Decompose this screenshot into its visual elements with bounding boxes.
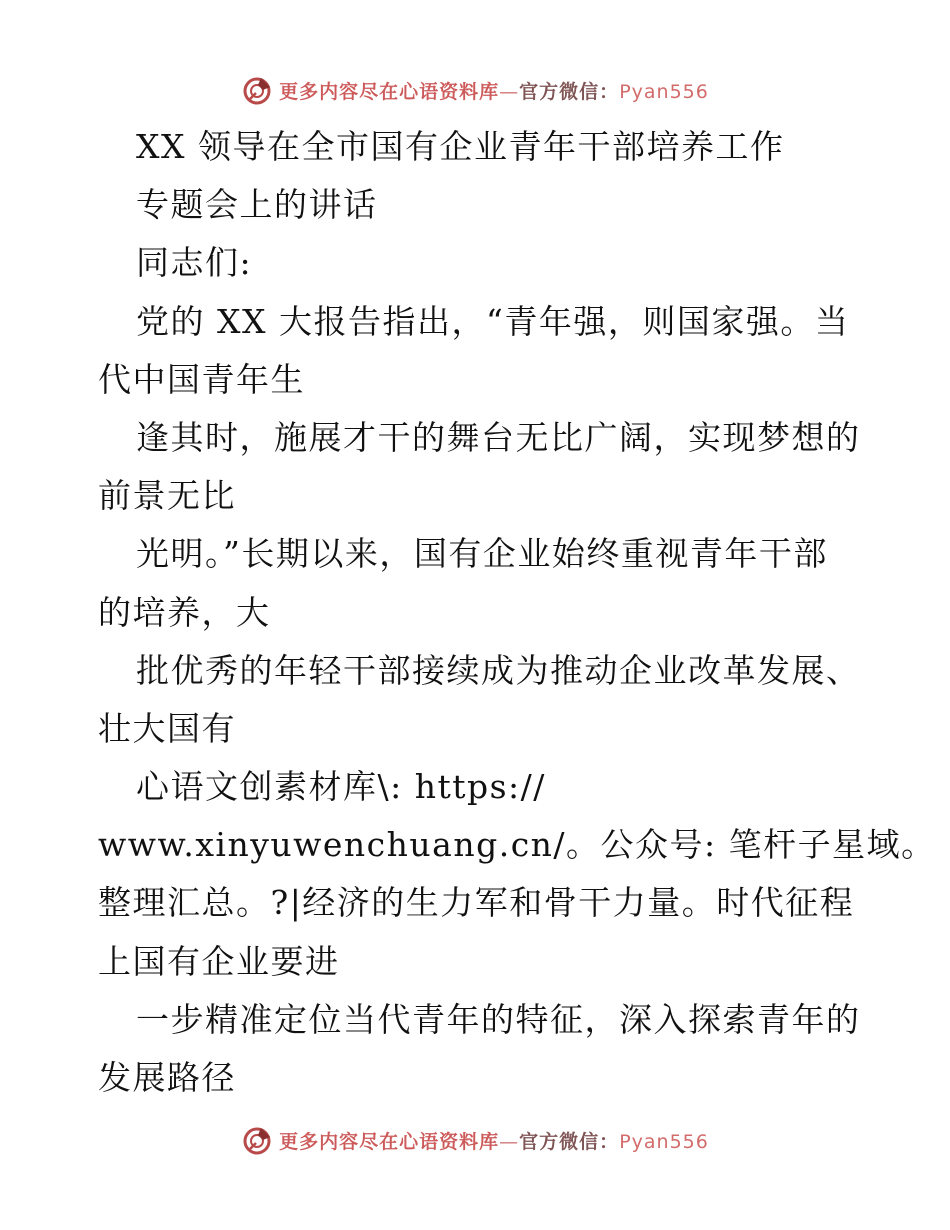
paragraph-line: 上国有企业要进	[98, 941, 340, 981]
header-banner	[0, 70, 950, 110]
salutation: 同志们:	[136, 243, 253, 283]
paragraph-line: 批优秀的年轻干部接续成为推动企业改革发展、	[136, 650, 861, 690]
pen-logo-icon	[241, 74, 273, 106]
paragraph-line: 心语文创素材库\: https://	[136, 767, 546, 807]
speech-title-line-1: XX 领导在全市国有企业青年干部培养工作	[136, 127, 785, 166]
paragraph-line: 前景无比	[98, 476, 236, 516]
paragraph-line: 党的 XX 大报告指出，“青年强，则国家强。当	[136, 301, 850, 341]
paragraph-line: 一步精准定位当代青年的特征，深入探索青年的	[136, 999, 861, 1039]
paragraph-line: www.xinyuwenchuang.cn/。公众号: 笔杆子星域。	[98, 825, 936, 865]
pen-logo-icon	[241, 1124, 273, 1156]
paragraph-line: 壮大国有	[98, 708, 236, 748]
paragraph-line: 的培养，大	[98, 592, 271, 632]
speech-title-line-2: 专题会上的讲话	[136, 185, 378, 225]
paragraph-line: 发展路径	[98, 1058, 236, 1097]
paragraph-line: 整理汇总。?|经济的生力军和骨干力量。时代征程	[98, 883, 855, 923]
footer-banner	[0, 1120, 950, 1160]
paragraph-line: 逢其时，施展才干的舞台无比广阔，实现梦想的	[136, 417, 861, 457]
document-body	[98, 118, 936, 1107]
banner-text: 更多内容尽在心语资料库—官方微信：Pyan556	[279, 1130, 709, 1153]
paragraph-line: 代中国青年生	[98, 359, 305, 399]
banner-text: 更多内容尽在心语资料库—官方微信：Pyan556	[279, 80, 709, 103]
paragraph-line: 光明。”长期以来，国有企业始终重视青年干部	[136, 534, 828, 574]
